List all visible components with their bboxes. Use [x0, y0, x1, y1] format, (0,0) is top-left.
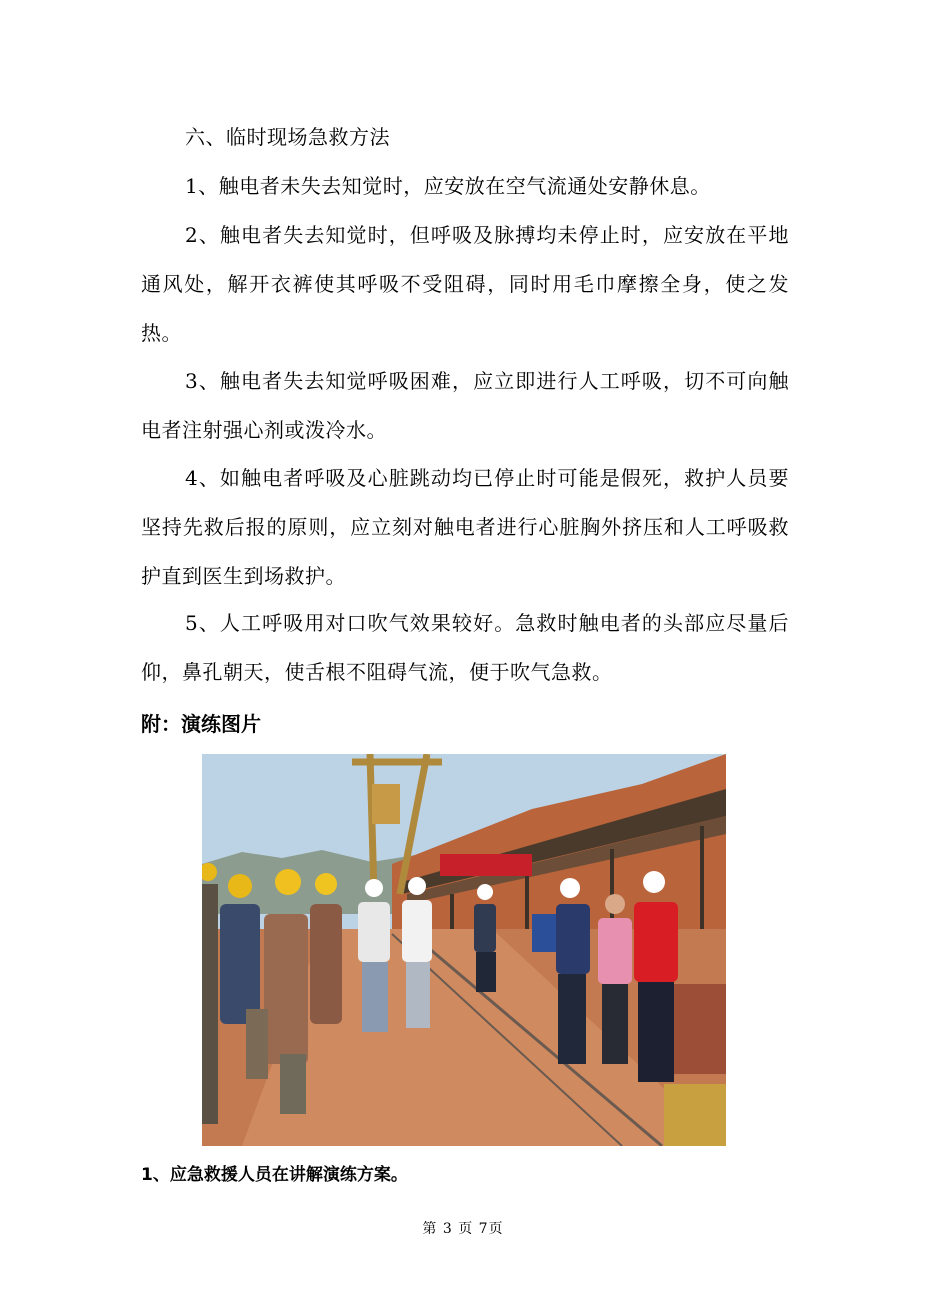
paragraph-2: 2、触电者失去知觉时，但呼吸及脉搏均未停止时，应安放在平地通风处，解开衣裤使其呼吸不受阻碍，同时用毛巾摩擦全身，使之发热。: [141, 223, 789, 345]
section-title: 六、临时现场急救方法: [185, 125, 390, 149]
photo-caption: 1、应急救援人员在讲解演练方案。: [141, 1165, 408, 1185]
page-number: 第 3 页 7页: [422, 1221, 504, 1237]
paragraph-5: 5、人工呼吸用对口吹气效果较好。急救时触电者的头部应尽量后仰，鼻孔朝天，使舌根不阻碍气流，便于吹气急救。: [141, 611, 789, 684]
paragraph-4: 4、如触电者呼吸及心脏跳动均已停止时可能是假死，救护人员要坚持先救后报的原则，应立刻对触电者进行心脏胸外挤压和人工呼吸救护直到医生到场救护。: [141, 466, 789, 588]
paragraph-3: 3、触电者失去知觉呼吸困难，应立即进行人工呼吸，切不可向触电者注射强心剂或泼冷水。: [141, 369, 789, 442]
drill-photo: [202, 754, 726, 1146]
paragraph-1: 1、触电者未失去知觉时，应安放在空气流通处安静休息。: [185, 174, 711, 198]
appendix-title: 附：演练图片: [141, 712, 261, 736]
